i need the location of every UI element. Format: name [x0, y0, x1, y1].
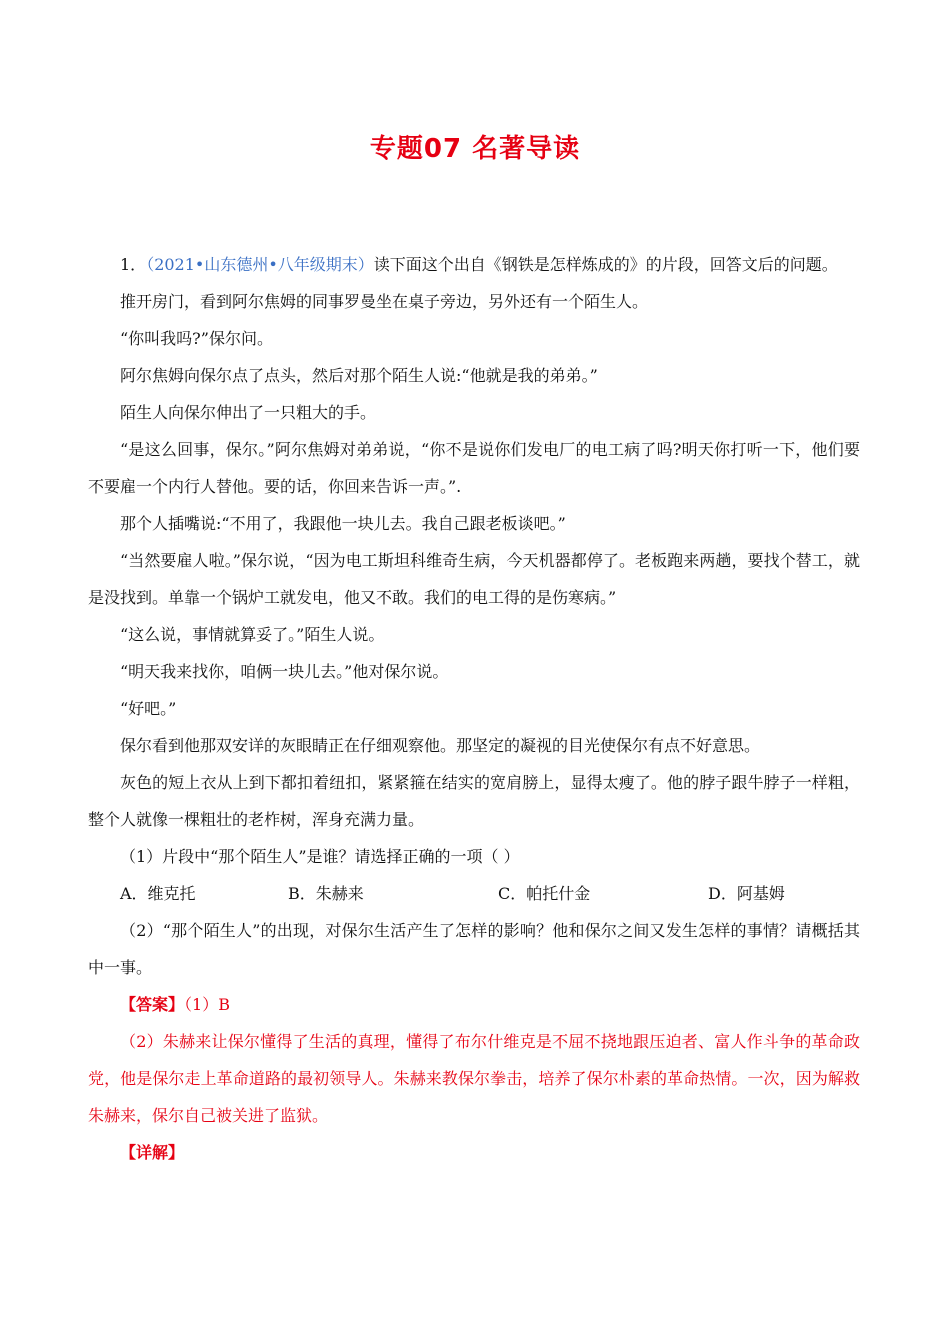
passage-paragraph: 那个人插嘴说:“不用了，我跟他一块儿去。我自己跟老板谈吧。” — [120, 514, 566, 533]
option-c: C．帕托什金 — [498, 884, 591, 903]
question-prompt: 读下面这个出自《钢铁是怎样炼成的》的片段，回答文后的问题。 — [373, 255, 838, 274]
option-d: D．阿基姆 — [708, 884, 785, 903]
question-number: 1． — [120, 255, 147, 274]
passage-paragraph: “好吧。” — [120, 699, 177, 718]
answer-options — [88, 875, 860, 912]
passage-paragraph: “当然要雇人啦。”保尔说，“因为电工斯坦科维奇生病，今天机器都停了。老板跑来两趟，要找个替工，就是没找到。单靠一个锅炉工就发电，他又不敢。我们的电工得的是伤寒病。” — [88, 551, 860, 607]
detail-label: 【详解】 — [120, 1143, 185, 1162]
passage-paragraph: “这么说，事情就算妥了。”陌生人说。 — [120, 625, 385, 644]
passage-paragraph: 阿尔焦姆向保尔点了点头，然后对那个陌生人说:“他就是我的弟弟。” — [120, 366, 598, 385]
question-header — [88, 246, 860, 283]
page-title: 专题07 名著导读 — [369, 134, 581, 164]
answer-line — [88, 986, 860, 1023]
document-body — [88, 246, 860, 1171]
passage-paragraph: “明天我来找你，咱俩一块儿去。”他对保尔说。 — [120, 662, 449, 681]
question-source: （2021•山东德州•八年级期末） — [146, 255, 374, 274]
detail-line — [88, 1134, 860, 1171]
passage-paragraph: “你叫我吗?”保尔问。 — [120, 329, 273, 348]
option-a: A．维克托 — [120, 884, 196, 903]
passage-paragraph: “是这么回事，保尔。”阿尔焦姆对弟弟说，“你不是说你们发电厂的电工病了吗?明天你打听一下，他们要不要雇一个内行人替他。要的话，你回来告诉一声。”. — [88, 440, 860, 496]
passage-paragraph: 保尔看到他那双安详的灰眼睛正在仔细观察他。那坚定的凝视的目光使保尔有点不好意思。 — [120, 736, 761, 755]
passage-paragraph: 陌生人向保尔伸出了一只粗大的手。 — [120, 403, 377, 422]
answer-part-2: （2）朱赫来让保尔懂得了生活的真理，懂得了布尔什维克是不屈不挠地跟压迫者、富人作斗争的革命政党，他是保尔走上革命道路的最初领导人。朱赫来教保尔拳击，培养了保尔朴素的革命热情。一次，因为解救朱赫来，保尔自己被关进了监狱。 — [88, 1032, 860, 1125]
passage-paragraph: 灰色的短上衣从上到下都扣着纽扣，紧紧箍在结实的宽肩膀上，显得太瘦了。他的脖子跟牛脖子一样粗，整个人就像一棵粗壮的老柞树，浑身充满力量。 — [88, 773, 860, 829]
sub-question-2: （2）“那个陌生人”的出现，对保尔生活产生了怎样的影响？他和保尔之间又发生怎样的事情？请概括其中一事。 — [88, 921, 860, 977]
answer-label: 【答案】 — [120, 995, 185, 1014]
option-b: B．朱赫来 — [288, 884, 364, 903]
passage-paragraph: 推开房门，看到阿尔焦姆的同事罗曼坐在桌子旁边，另外还有一个陌生人。 — [120, 292, 649, 311]
answer-part-1: （1）B — [184, 995, 230, 1014]
sub-question-1: （1）片段中“那个陌生人”是谁？请选择正确的一项（ ） — [120, 847, 520, 866]
